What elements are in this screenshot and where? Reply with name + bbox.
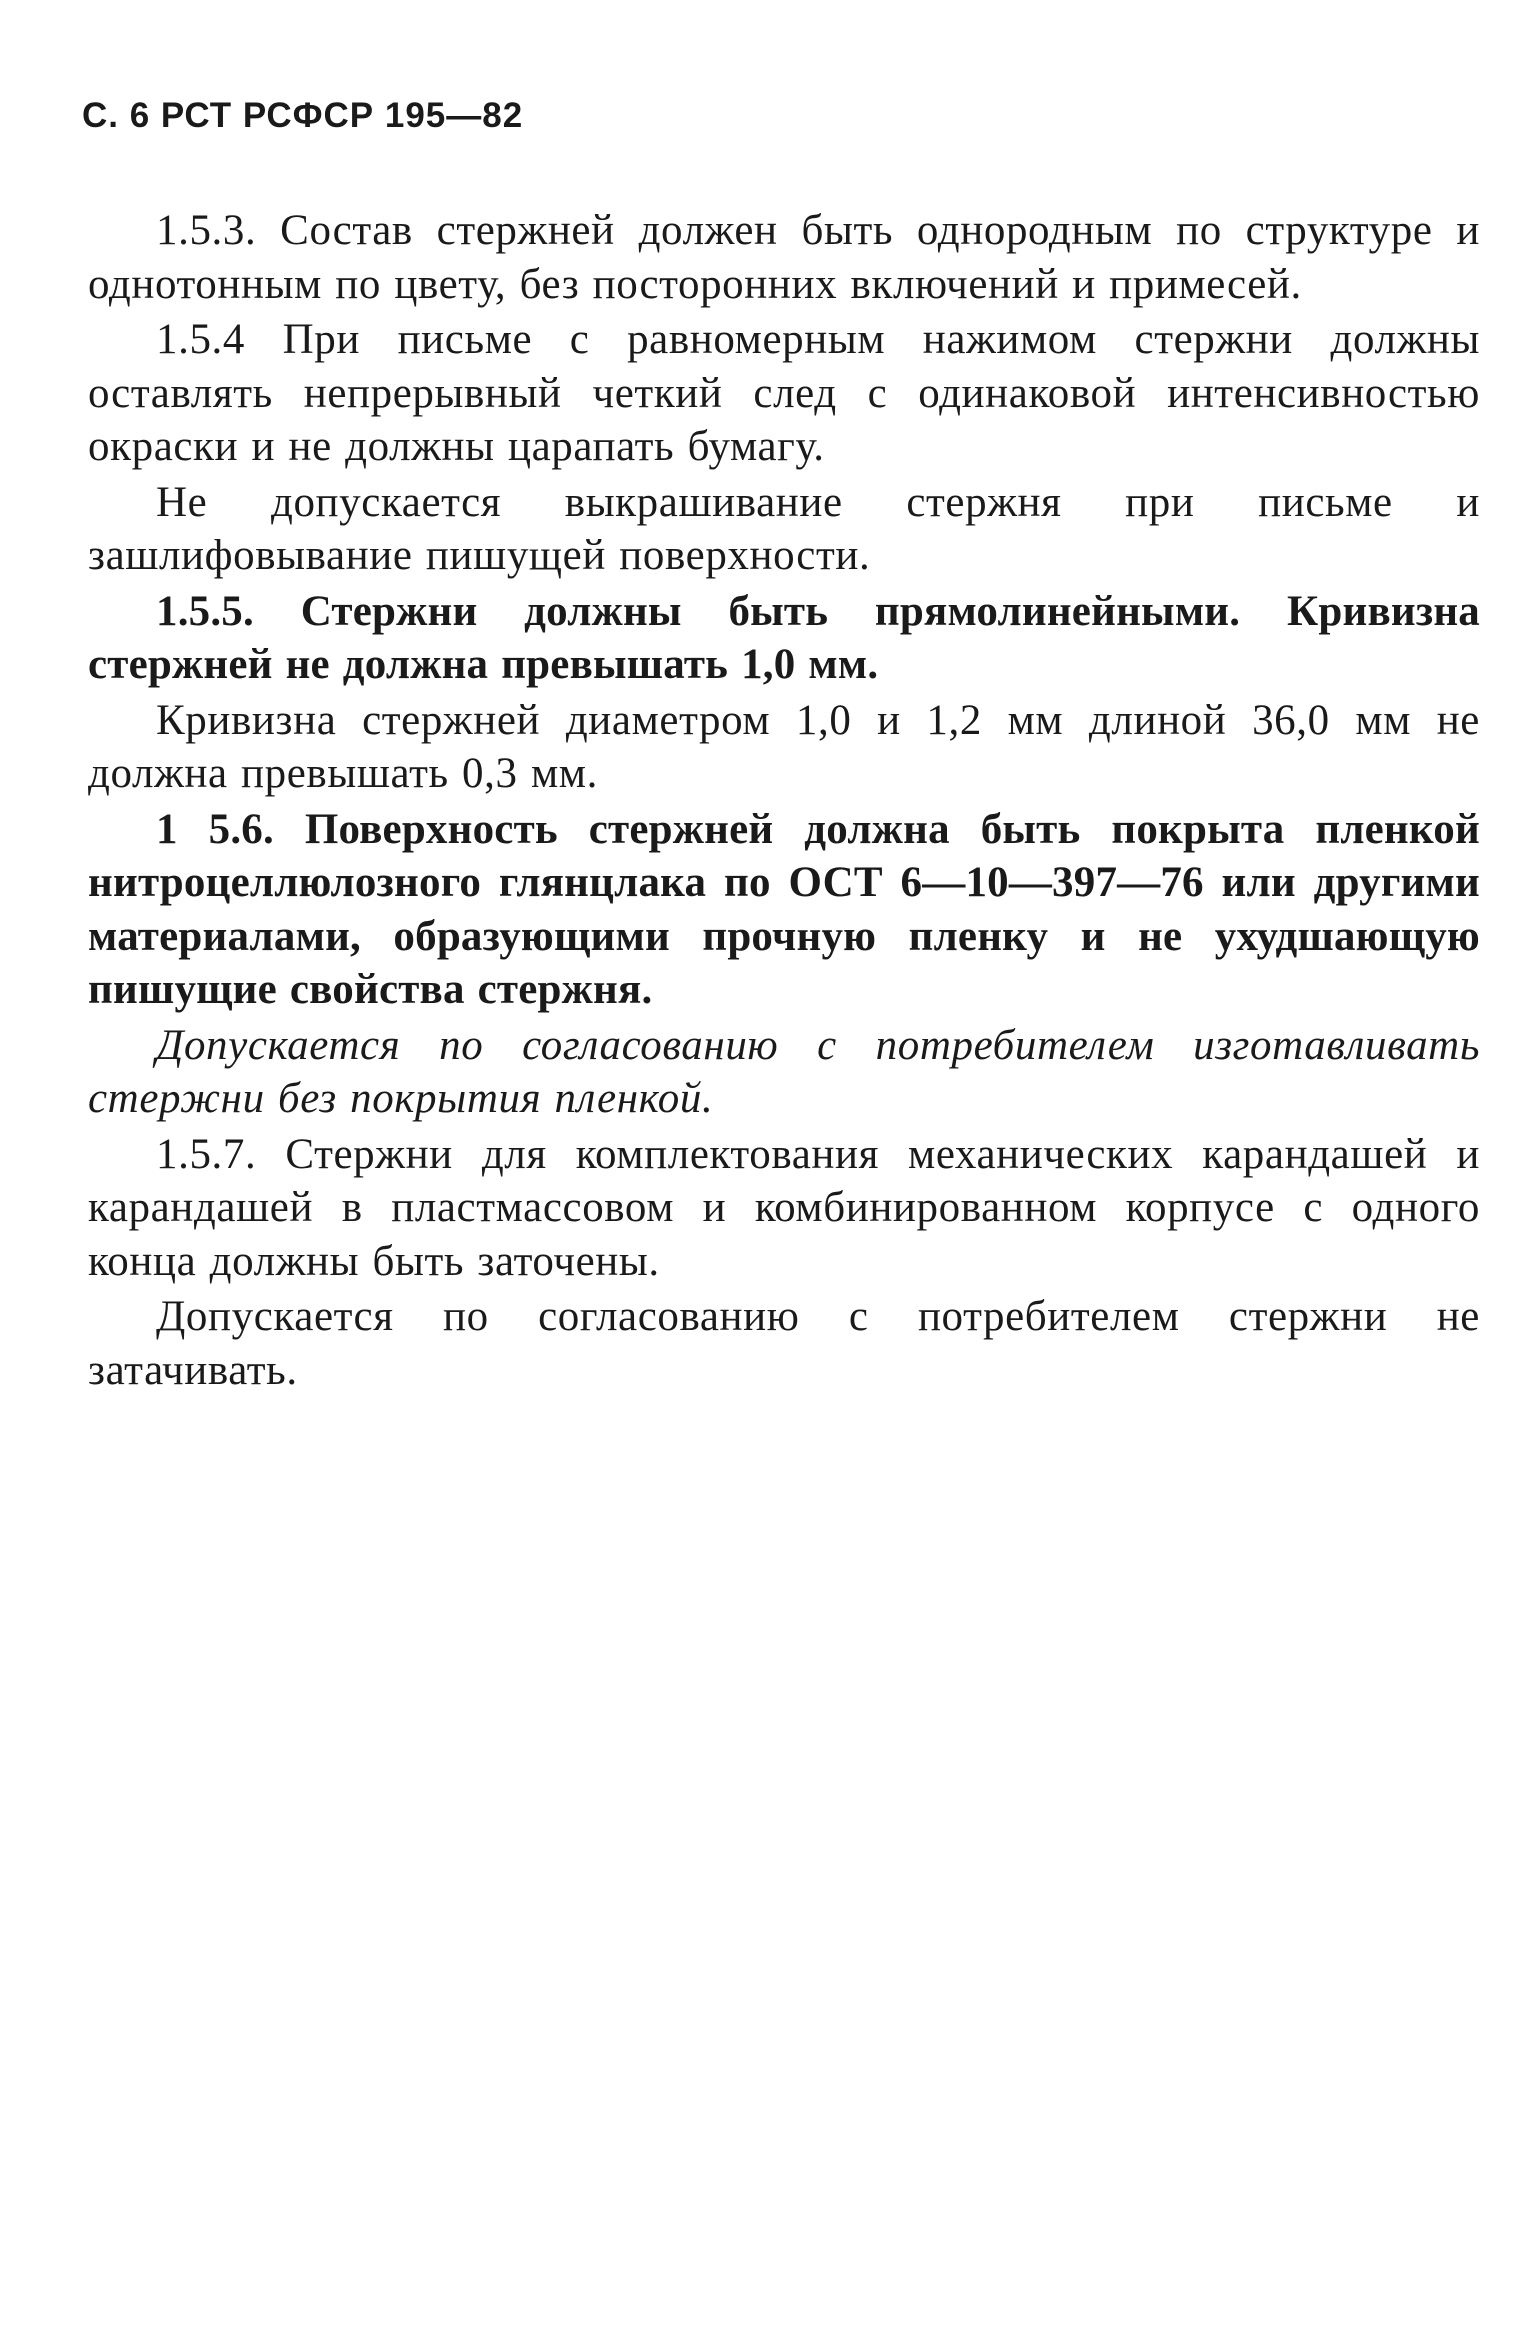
running-head: С. 6 РСТ РСФСР 195—82 <box>82 96 524 135</box>
paragraph-1-5-5: 1.5.5. Стержни должны быть прямолинейными. Кривизна стержней не должна превышать 1,0 мм. <box>88 587 1480 688</box>
paragraph-1-5-3: 1.5.3. Состав стержней должен быть однородным по структуре и однотонным по цвету, без посторонних включений и примесей. <box>88 207 1480 308</box>
paragraph-1-5-7: 1.5.7. Стержни для комплектования механических карандашей и карандашей в пластмассовом и комбинированном корпусе с одного конца должны быть заточены. <box>88 1130 1480 1285</box>
paragraph-1-5-6: 1 5.6. Поверхность стержней должна быть покрыта пленкой нитроцеллюлозного глянцлака по ОСТ 6—10—397—76 или другими материалами, образующими прочную пленку и не ухудшающую пишущие свойства стержня. <box>88 805 1480 1013</box>
paragraph-1-5-7-note: Допускается по согласованию с потребителем стержни не затачивать. <box>88 1293 1480 1394</box>
paragraph-1-5-6-note: Допускается по согласованию с потребителем изготавливать стержни без покрытия пленкой. <box>88 1021 1480 1122</box>
paragraph-1-5-4-note: Не допускается выкрашивание стержня при письме и зашлифовывание пишущей поверхности. <box>88 478 1480 579</box>
body-text <box>88 204 1480 1399</box>
paragraph-1-5-5-note: Кривизна стержней диаметром 1,0 и 1,2 мм длиной 36,0 мм не должна превышать 0,3 мм. <box>88 696 1480 797</box>
paragraph-1-5-4: 1.5.4 При письме с равномерным нажимом стержни должны оставлять непрерывный четкий след с одинаковой интенсивностью окраски и не должны царапать бумагу. <box>88 316 1480 470</box>
